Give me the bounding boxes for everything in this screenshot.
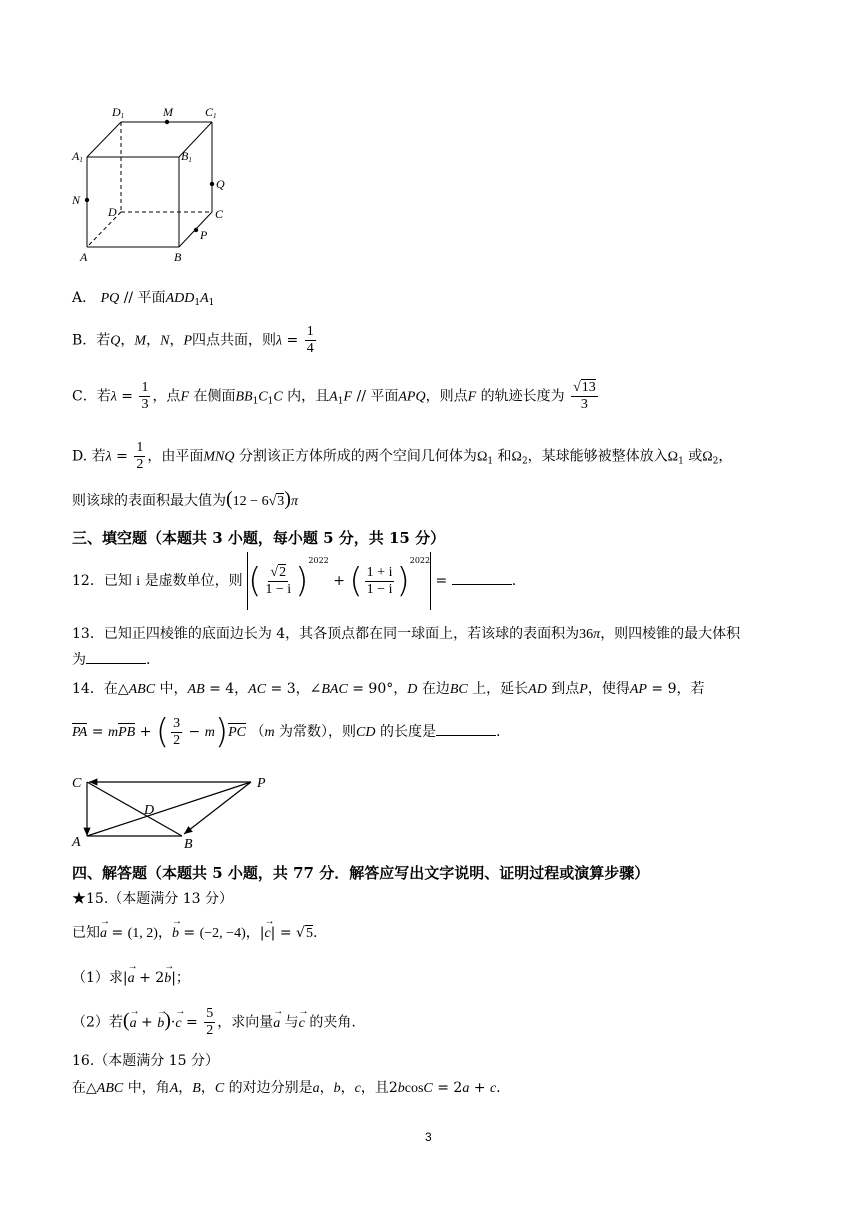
- section-3-title: 三、填空题（本题共 3 小题，每小题 5 分，共 15 分）: [72, 529, 446, 547]
- label-N: N: [72, 193, 81, 207]
- tri-label-P: P: [257, 776, 266, 791]
- option-d: D. 若λ = $\frac{1}{2}$ ，由平面MNQ 分割该正方体所成的两个空间几何体为$\Omega_1$ 和$\Omega_2$，某球能够被整体放入$\Omega_1$ 或$\Omega_2$，: [72, 440, 733, 472]
- option-b: B．若Q，M，N，P四点共面，则λ = $\frac{1}{4}$: [72, 324, 314, 356]
- question-15-given: 已知→ a = (1, 2)，→ b = (−2, −4)，|→ c| = √5.: [72, 922, 317, 942]
- question-15-part1: （1）求|→ a + 2→ b|；: [72, 967, 190, 987]
- label-A: A: [80, 250, 88, 264]
- tri-label-A: A: [72, 835, 81, 850]
- tri-label-C: C: [72, 776, 82, 791]
- question-14-line1: 14．在△ABC 中，AB = 4，AC = 3，∠BAC = 90°，D 在边BC 上，延长AD 到点P，使得AP = 9，若: [72, 681, 705, 697]
- triangle-figure: [66, 770, 286, 852]
- label-D1: D1: [112, 105, 125, 120]
- question-15-header: ★15.（本题满分 13 分）: [72, 891, 233, 907]
- question-16-header: 16.（本题满分 15 分）: [72, 1053, 219, 1069]
- label-Q: Q: [216, 177, 225, 191]
- question-13-line1: 13．已知正四棱锥的底面边长为 4，其各顶点都在同一球面上，若该球的表面积为36π，则四棱锥的最大体积: [72, 626, 741, 642]
- question-12: 12．已知 i 是虚数单位，则 ( $\frac{√2}{1 - i}$ )$^{2022}$ + ( $\frac{1 + i}{1 - i}$ )$^{2022}$ = .: [72, 552, 516, 610]
- question-15-part2: （2）若(→ a + → b)·→ c = $\frac{5}{2}$ ，求向量→ a 与→ c 的夹角.: [72, 1006, 356, 1039]
- label-C: C: [215, 207, 224, 221]
- option-d-line2: 则该球的表面积最大值为(12 − 6√3)π: [72, 488, 298, 510]
- section-4-title: 四、解答题（本题共 5 小题，共 77 分．解答应写出文字说明、证明过程或演算步骤）: [72, 864, 650, 882]
- cube-figure: [66, 102, 246, 267]
- label-A1: A1: [72, 149, 83, 164]
- label-C1: C1: [205, 105, 217, 120]
- label-M: M: [163, 105, 173, 119]
- tri-label-B: B: [184, 837, 193, 852]
- label-D: D: [108, 205, 117, 219]
- option-a: A． PQ // 平面$ADD_1A_1$: [72, 290, 215, 308]
- page-number: 3: [425, 1130, 432, 1144]
- question-13-line2: 为 .: [72, 652, 151, 668]
- question-14-line2: PA = mPB + ( $\frac{3}{2}$ − m)PC （m 为常数），则CD 的长度是 .: [72, 712, 501, 752]
- label-P: P: [200, 228, 208, 242]
- tri-label-D: D: [144, 803, 155, 818]
- question-16-text: 在△ABC 中，角A，B，C 的对边分别是a，b，c，且2bcosC = 2a + c.: [72, 1080, 501, 1096]
- option-c: C．若λ = $\frac{1}{3}$ ，点F 在侧面$BB_1C_1C$ 内，且$A_1F$ // 平面APQ，则点F 的轨迹长度为 $\frac{√13}{3}$: [72, 380, 596, 412]
- label-B: B: [174, 250, 182, 264]
- label-B1: B1: [181, 149, 192, 164]
